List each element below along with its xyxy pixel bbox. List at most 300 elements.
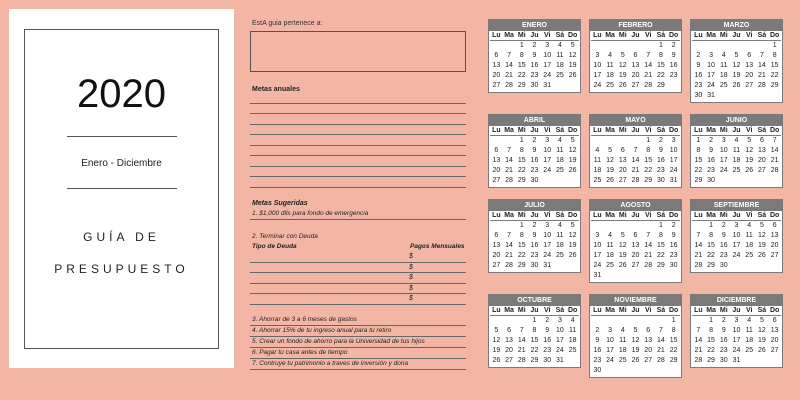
day-cell[interactable]: 12 xyxy=(758,232,766,239)
day-cell[interactable]: 17 xyxy=(606,347,614,354)
goal-line[interactable] xyxy=(250,104,466,115)
day-cell[interactable]: 16 xyxy=(669,62,678,69)
day-cell[interactable]: 30 xyxy=(719,262,728,269)
day-cell[interactable]: 1 xyxy=(772,42,777,49)
day-cell[interactable]: 23 xyxy=(657,167,665,174)
day-cell[interactable]: 19 xyxy=(568,62,577,69)
day-cell[interactable]: 8 xyxy=(709,327,714,334)
day-cell[interactable]: 3 xyxy=(545,137,550,144)
day-cell[interactable]: 9 xyxy=(721,327,726,334)
day-cell[interactable]: 6 xyxy=(494,232,499,239)
day-cell[interactable]: 21 xyxy=(505,72,513,79)
day-cell[interactable]: 25 xyxy=(568,347,577,354)
day-cell[interactable]: 31 xyxy=(732,357,741,364)
day-cell[interactable]: 13 xyxy=(505,337,513,344)
day-cell[interactable]: 4 xyxy=(557,222,562,229)
day-cell[interactable]: 29 xyxy=(517,262,526,269)
day-cell[interactable]: 12 xyxy=(745,147,754,154)
debt-row[interactable] xyxy=(250,294,466,305)
day-cell[interactable]: 3 xyxy=(595,232,600,239)
day-cell[interactable]: 30 xyxy=(657,177,665,184)
day-cell[interactable]: 17 xyxy=(707,72,715,79)
day-cell[interactable]: 14 xyxy=(644,242,653,249)
day-cell[interactable]: 28 xyxy=(517,357,526,364)
day-cell[interactable]: 14 xyxy=(631,157,640,164)
day-cell[interactable]: 6 xyxy=(633,232,638,239)
day-cell[interactable]: 7 xyxy=(507,147,512,154)
day-cell[interactable]: 26 xyxy=(606,177,614,184)
day-cell[interactable]: 4 xyxy=(747,317,752,324)
day-cell[interactable]: 16 xyxy=(719,337,728,344)
day-cell[interactable]: 8 xyxy=(658,232,663,239)
day-cell[interactable]: 15 xyxy=(517,62,526,69)
debt-row[interactable] xyxy=(250,284,466,295)
day-cell[interactable]: 28 xyxy=(644,82,653,89)
day-cell[interactable]: 11 xyxy=(619,337,627,344)
day-cell[interactable]: 8 xyxy=(709,232,714,239)
day-cell[interactable]: 22 xyxy=(517,167,526,174)
day-cell[interactable]: 30 xyxy=(694,92,703,99)
day-cell[interactable]: 8 xyxy=(519,52,524,59)
day-cell[interactable]: 31 xyxy=(543,82,552,89)
day-cell[interactable]: 3 xyxy=(709,52,714,59)
day-cell[interactable]: 27 xyxy=(492,177,501,184)
day-cell[interactable]: 27 xyxy=(631,262,640,269)
day-cell[interactable]: 18 xyxy=(556,62,564,69)
day-cell[interactable]: 6 xyxy=(772,317,777,324)
day-cell[interactable]: 10 xyxy=(543,232,552,239)
day-cell[interactable]: 30 xyxy=(530,82,539,89)
day-cell[interactable]: 1 xyxy=(532,317,537,324)
day-cell[interactable]: 17 xyxy=(719,157,728,164)
day-cell[interactable]: 26 xyxy=(492,357,501,364)
day-cell[interactable]: 24 xyxy=(719,167,728,174)
day-cell[interactable]: 3 xyxy=(721,137,726,144)
day-cell[interactable]: 23 xyxy=(543,347,552,354)
day-cell[interactable]: 6 xyxy=(494,52,499,59)
day-cell[interactable]: 3 xyxy=(734,222,739,229)
day-cell[interactable]: 30 xyxy=(669,262,678,269)
day-cell[interactable]: 1 xyxy=(658,42,663,49)
day-cell[interactable]: 26 xyxy=(618,82,627,89)
day-cell[interactable]: 6 xyxy=(507,327,512,334)
day-cell[interactable]: 18 xyxy=(618,347,627,354)
day-cell[interactable]: 7 xyxy=(772,137,777,144)
day-cell[interactable]: 13 xyxy=(618,157,627,164)
day-cell[interactable]: 10 xyxy=(732,232,741,239)
day-cell[interactable]: 26 xyxy=(745,167,754,174)
day-cell[interactable]: 28 xyxy=(657,357,665,364)
day-cell[interactable]: 10 xyxy=(719,147,728,154)
day-cell[interactable]: 22 xyxy=(770,72,779,79)
day-cell[interactable]: 8 xyxy=(519,232,524,239)
day-cell[interactable]: 2 xyxy=(545,317,550,324)
day-cell[interactable]: 16 xyxy=(593,347,602,354)
day-cell[interactable]: 18 xyxy=(556,242,564,249)
day-cell[interactable]: 9 xyxy=(545,327,550,334)
day-cell[interactable]: 16 xyxy=(669,242,678,249)
day-cell[interactable]: 24 xyxy=(593,82,602,89)
day-cell[interactable]: 2 xyxy=(721,317,726,324)
day-cell[interactable]: 17 xyxy=(593,72,602,79)
day-cell[interactable]: 22 xyxy=(517,252,526,259)
day-cell[interactable]: 18 xyxy=(745,337,754,344)
goal-line[interactable] xyxy=(250,156,466,167)
day-cell[interactable]: 24 xyxy=(732,347,741,354)
day-cell[interactable]: 12 xyxy=(492,337,501,344)
day-cell[interactable]: 9 xyxy=(671,232,676,239)
day-cell[interactable]: 24 xyxy=(556,347,564,354)
day-cell[interactable]: 9 xyxy=(658,147,663,154)
day-cell[interactable]: 19 xyxy=(732,72,741,79)
day-cell[interactable]: 10 xyxy=(707,62,715,69)
day-cell[interactable]: 14 xyxy=(758,62,766,69)
day-cell[interactable]: 27 xyxy=(492,82,501,89)
day-cell[interactable]: 1 xyxy=(658,222,663,229)
day-cell[interactable]: 7 xyxy=(658,327,663,334)
day-cell[interactable]: 10 xyxy=(669,147,678,154)
day-cell[interactable]: 15 xyxy=(657,242,665,249)
day-cell[interactable]: 12 xyxy=(732,62,741,69)
day-cell[interactable]: 24 xyxy=(732,252,741,259)
day-cell[interactable]: 9 xyxy=(721,232,726,239)
day-cell[interactable]: 2 xyxy=(671,222,676,229)
day-cell[interactable]: 15 xyxy=(657,62,665,69)
debt-row[interactable] xyxy=(250,273,466,284)
debt-row[interactable] xyxy=(250,252,466,263)
day-cell[interactable]: 8 xyxy=(519,147,524,154)
day-cell[interactable]: 27 xyxy=(618,177,627,184)
day-cell[interactable]: 9 xyxy=(532,147,537,154)
day-cell[interactable]: 10 xyxy=(556,327,564,334)
day-cell[interactable]: 9 xyxy=(532,232,537,239)
day-cell[interactable]: 28 xyxy=(631,177,640,184)
day-cell[interactable]: 28 xyxy=(505,82,513,89)
day-cell[interactable]: 23 xyxy=(593,357,602,364)
day-cell[interactable]: 17 xyxy=(732,337,741,344)
day-cell[interactable]: 9 xyxy=(532,52,537,59)
day-cell[interactable]: 1 xyxy=(709,317,714,324)
day-cell[interactable]: 28 xyxy=(694,262,703,269)
day-cell[interactable]: 14 xyxy=(657,337,665,344)
day-cell[interactable]: 10 xyxy=(593,242,602,249)
day-cell[interactable]: 26 xyxy=(568,72,577,79)
day-cell[interactable]: 22 xyxy=(657,252,665,259)
day-cell[interactable]: 10 xyxy=(543,147,552,154)
day-cell[interactable]: 29 xyxy=(770,82,779,89)
day-cell[interactable]: 23 xyxy=(694,82,703,89)
day-cell[interactable]: 11 xyxy=(732,147,741,154)
day-cell[interactable]: 10 xyxy=(593,62,602,69)
day-cell[interactable]: 29 xyxy=(669,357,678,364)
day-cell[interactable]: 9 xyxy=(709,147,714,154)
day-cell[interactable]: 6 xyxy=(633,52,638,59)
day-cell[interactable]: 16 xyxy=(530,242,539,249)
day-cell[interactable]: 17 xyxy=(543,242,552,249)
day-cell[interactable]: 17 xyxy=(556,337,564,344)
day-cell[interactable]: 25 xyxy=(556,167,564,174)
day-cell[interactable]: 20 xyxy=(745,72,754,79)
day-cell[interactable]: 13 xyxy=(492,157,501,164)
day-cell[interactable]: 6 xyxy=(646,327,651,334)
day-cell[interactable]: 11 xyxy=(556,232,564,239)
day-cell[interactable]: 22 xyxy=(644,167,653,174)
day-cell[interactable]: 28 xyxy=(644,262,653,269)
day-cell[interactable]: 15 xyxy=(669,337,678,344)
goal-line[interactable] xyxy=(250,177,466,188)
day-cell[interactable]: 21 xyxy=(657,347,665,354)
day-cell[interactable]: 11 xyxy=(745,232,753,239)
day-cell[interactable]: 1 xyxy=(709,222,714,229)
day-cell[interactable]: 21 xyxy=(758,72,766,79)
day-cell[interactable]: 2 xyxy=(595,327,600,334)
goal-line[interactable] xyxy=(250,114,466,125)
day-cell[interactable]: 6 xyxy=(747,52,752,59)
day-cell[interactable]: 24 xyxy=(707,82,715,89)
day-cell[interactable]: 5 xyxy=(759,222,764,229)
day-cell[interactable]: 2 xyxy=(696,52,701,59)
day-cell[interactable]: 7 xyxy=(633,147,638,154)
day-cell[interactable]: 26 xyxy=(631,357,640,364)
day-cell[interactable]: 5 xyxy=(570,42,575,49)
day-cell[interactable]: 28 xyxy=(758,82,766,89)
day-cell[interactable]: 29 xyxy=(657,82,665,89)
day-cell[interactable]: 4 xyxy=(620,327,625,334)
day-cell[interactable]: 22 xyxy=(657,72,665,79)
day-cell[interactable]: 19 xyxy=(745,157,754,164)
day-cell[interactable]: 27 xyxy=(770,252,779,259)
day-cell[interactable]: 9 xyxy=(696,62,701,69)
day-cell[interactable]: 21 xyxy=(694,347,703,354)
day-cell[interactable]: 12 xyxy=(568,232,577,239)
day-cell[interactable]: 6 xyxy=(494,147,499,154)
day-cell[interactable]: 23 xyxy=(669,252,678,259)
day-cell[interactable]: 16 xyxy=(543,337,552,344)
day-cell[interactable]: 5 xyxy=(570,222,575,229)
day-cell[interactable]: 19 xyxy=(568,157,577,164)
day-cell[interactable]: 30 xyxy=(530,262,539,269)
day-cell[interactable]: 30 xyxy=(707,177,715,184)
day-cell[interactable]: 25 xyxy=(732,167,741,174)
day-cell[interactable]: 13 xyxy=(631,242,640,249)
day-cell[interactable]: 21 xyxy=(517,347,526,354)
day-cell[interactable]: 5 xyxy=(620,52,625,59)
day-cell[interactable]: 20 xyxy=(492,72,501,79)
day-cell[interactable]: 25 xyxy=(618,357,627,364)
day-cell[interactable]: 20 xyxy=(631,252,640,259)
day-cell[interactable]: 7 xyxy=(519,327,524,334)
day-cell[interactable]: 15 xyxy=(707,337,715,344)
day-cell[interactable]: 9 xyxy=(595,337,600,344)
day-cell[interactable]: 5 xyxy=(620,232,625,239)
day-cell[interactable]: 19 xyxy=(492,347,501,354)
day-cell[interactable]: 13 xyxy=(644,337,653,344)
day-cell[interactable]: 13 xyxy=(770,232,779,239)
day-cell[interactable]: 30 xyxy=(530,177,539,184)
day-cell[interactable]: 27 xyxy=(644,357,653,364)
day-cell[interactable]: 7 xyxy=(646,232,651,239)
day-cell[interactable]: 24 xyxy=(593,262,602,269)
day-cell[interactable]: 19 xyxy=(758,242,766,249)
day-cell[interactable]: 7 xyxy=(696,232,701,239)
day-cell[interactable]: 2 xyxy=(671,42,676,49)
day-cell[interactable]: 17 xyxy=(543,157,552,164)
day-cell[interactable]: 20 xyxy=(492,167,501,174)
day-cell[interactable]: 1 xyxy=(646,137,651,144)
day-cell[interactable]: 3 xyxy=(557,317,562,324)
day-cell[interactable]: 18 xyxy=(568,337,577,344)
day-cell[interactable]: 7 xyxy=(507,232,512,239)
day-cell[interactable]: 18 xyxy=(732,157,741,164)
day-cell[interactable]: 14 xyxy=(505,242,513,249)
day-cell[interactable]: 29 xyxy=(707,357,715,364)
day-cell[interactable]: 6 xyxy=(620,147,625,154)
day-cell[interactable]: 16 xyxy=(719,242,728,249)
day-cell[interactable]: 20 xyxy=(618,167,627,174)
day-cell[interactable]: 4 xyxy=(608,232,613,239)
day-cell[interactable]: 1 xyxy=(671,317,676,324)
day-cell[interactable]: 15 xyxy=(644,157,653,164)
day-cell[interactable]: 23 xyxy=(669,72,678,79)
day-cell[interactable]: 24 xyxy=(669,167,678,174)
day-cell[interactable]: 2 xyxy=(532,222,537,229)
day-cell[interactable]: 21 xyxy=(694,252,703,259)
day-cell[interactable]: 31 xyxy=(669,177,678,184)
day-cell[interactable]: 5 xyxy=(570,137,575,144)
day-cell[interactable]: 18 xyxy=(606,72,614,79)
day-cell[interactable]: 13 xyxy=(745,62,754,69)
day-cell[interactable]: 27 xyxy=(631,82,640,89)
day-cell[interactable]: 18 xyxy=(606,252,614,259)
day-cell[interactable]: 15 xyxy=(694,157,703,164)
day-cell[interactable]: 22 xyxy=(517,72,526,79)
day-cell[interactable]: 20 xyxy=(492,252,501,259)
day-cell[interactable]: 24 xyxy=(543,72,552,79)
day-cell[interactable]: 21 xyxy=(770,157,779,164)
day-cell[interactable]: 25 xyxy=(745,347,754,354)
day-cell[interactable]: 22 xyxy=(707,252,715,259)
day-cell[interactable]: 6 xyxy=(759,137,764,144)
day-cell[interactable]: 29 xyxy=(517,177,526,184)
day-cell[interactable]: 17 xyxy=(669,157,678,164)
day-cell[interactable]: 10 xyxy=(732,327,741,334)
day-cell[interactable]: 21 xyxy=(505,167,513,174)
day-cell[interactable]: 26 xyxy=(732,82,741,89)
day-cell[interactable]: 3 xyxy=(671,137,676,144)
day-cell[interactable]: 9 xyxy=(671,52,676,59)
day-cell[interactable]: 23 xyxy=(530,252,539,259)
day-cell[interactable]: 7 xyxy=(507,52,512,59)
day-cell[interactable]: 22 xyxy=(707,347,715,354)
day-cell[interactable]: 17 xyxy=(732,242,741,249)
owner-field[interactable] xyxy=(250,31,466,72)
day-cell[interactable]: 21 xyxy=(644,72,653,79)
day-cell[interactable]: 15 xyxy=(517,157,526,164)
goal-line[interactable] xyxy=(250,167,466,178)
day-cell[interactable]: 23 xyxy=(530,72,539,79)
day-cell[interactable]: 20 xyxy=(505,347,513,354)
day-cell[interactable]: 16 xyxy=(657,157,665,164)
day-cell[interactable]: 31 xyxy=(543,262,552,269)
day-cell[interactable]: 21 xyxy=(505,252,513,259)
day-cell[interactable]: 26 xyxy=(758,252,766,259)
day-cell[interactable]: 13 xyxy=(492,62,501,69)
day-cell[interactable]: 27 xyxy=(492,262,501,269)
day-cell[interactable]: 22 xyxy=(530,347,539,354)
day-cell[interactable]: 28 xyxy=(694,357,703,364)
day-cell[interactable]: 30 xyxy=(543,357,552,364)
day-cell[interactable]: 29 xyxy=(694,177,703,184)
day-cell[interactable]: 18 xyxy=(556,157,564,164)
day-cell[interactable]: 26 xyxy=(618,262,627,269)
day-cell[interactable]: 1 xyxy=(696,137,701,144)
day-cell[interactable]: 17 xyxy=(593,252,602,259)
day-cell[interactable]: 14 xyxy=(694,337,703,344)
day-cell[interactable]: 23 xyxy=(530,167,539,174)
day-cell[interactable]: 16 xyxy=(694,72,703,79)
day-cell[interactable]: 11 xyxy=(593,157,601,164)
day-cell[interactable]: 14 xyxy=(517,337,526,344)
day-cell[interactable]: 25 xyxy=(593,177,602,184)
day-cell[interactable]: 27 xyxy=(745,82,754,89)
day-cell[interactable]: 23 xyxy=(719,347,728,354)
day-cell[interactable]: 25 xyxy=(606,262,614,269)
day-cell[interactable]: 12 xyxy=(606,157,614,164)
day-cell[interactable]: 12 xyxy=(618,242,627,249)
day-cell[interactable]: 11 xyxy=(556,147,564,154)
day-cell[interactable]: 13 xyxy=(758,147,766,154)
day-cell[interactable]: 4 xyxy=(557,42,562,49)
day-cell[interactable]: 1 xyxy=(519,42,524,49)
day-cell[interactable]: 27 xyxy=(770,347,779,354)
day-cell[interactable]: 2 xyxy=(532,42,537,49)
debt-row[interactable] xyxy=(250,263,466,274)
day-cell[interactable]: 2 xyxy=(658,137,663,144)
day-cell[interactable]: 25 xyxy=(719,82,728,89)
day-cell[interactable]: 28 xyxy=(770,167,779,174)
day-cell[interactable]: 4 xyxy=(608,52,613,59)
day-cell[interactable]: 19 xyxy=(568,242,577,249)
day-cell[interactable]: 30 xyxy=(593,367,602,374)
day-cell[interactable]: 5 xyxy=(747,137,752,144)
day-cell[interactable]: 13 xyxy=(631,62,640,69)
day-cell[interactable]: 11 xyxy=(606,242,614,249)
day-cell[interactable]: 25 xyxy=(556,72,564,79)
day-cell[interactable]: 4 xyxy=(734,137,739,144)
day-cell[interactable]: 19 xyxy=(631,347,640,354)
day-cell[interactable]: 25 xyxy=(606,82,614,89)
day-cell[interactable]: 18 xyxy=(593,167,602,174)
day-cell[interactable]: 1 xyxy=(519,222,524,229)
day-cell[interactable]: 8 xyxy=(696,147,701,154)
day-cell[interactable]: 19 xyxy=(606,167,614,174)
goal-line[interactable] xyxy=(250,93,466,104)
day-cell[interactable]: 4 xyxy=(721,52,726,59)
day-cell[interactable]: 26 xyxy=(568,167,577,174)
day-cell[interactable]: 14 xyxy=(694,242,703,249)
day-cell[interactable]: 3 xyxy=(545,42,550,49)
day-cell[interactable]: 15 xyxy=(517,242,526,249)
day-cell[interactable]: 28 xyxy=(505,177,513,184)
day-cell[interactable]: 8 xyxy=(658,52,663,59)
day-cell[interactable]: 16 xyxy=(707,157,715,164)
day-cell[interactable]: 4 xyxy=(747,222,752,229)
day-cell[interactable]: 12 xyxy=(568,52,577,59)
day-cell[interactable]: 24 xyxy=(543,167,552,174)
goal-line[interactable] xyxy=(250,135,466,146)
day-cell[interactable]: 4 xyxy=(557,137,562,144)
day-cell[interactable]: 3 xyxy=(734,317,739,324)
